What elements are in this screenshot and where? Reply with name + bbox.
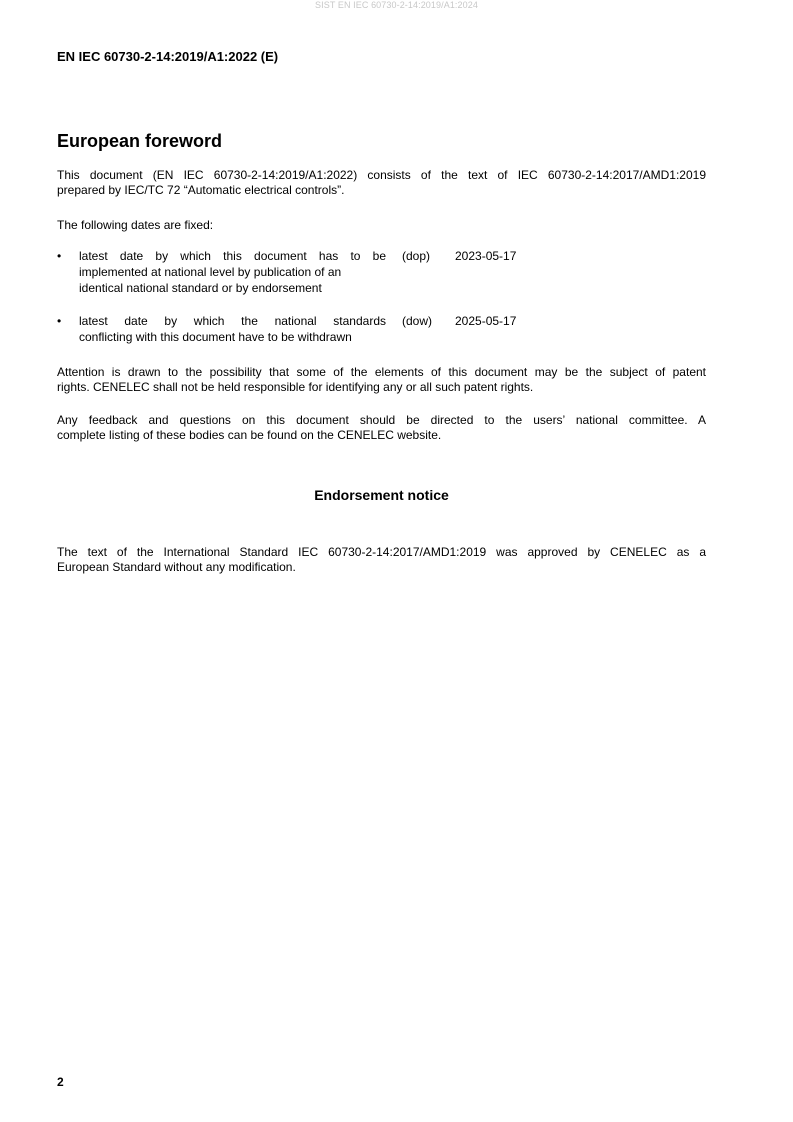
date-item-abbreviation: (dop) bbox=[402, 249, 431, 263]
patent-line-2: rights. CENELEC shall not be held responsible for identifying any or all such patent rights. bbox=[57, 379, 534, 394]
date-item-date: 2025-05-17 bbox=[455, 314, 517, 328]
date-item-dop bbox=[57, 248, 577, 298]
date-item-line: identical national standard or by endorsement bbox=[79, 281, 322, 295]
date-item-description bbox=[79, 248, 386, 296]
page-number: 2 bbox=[57, 1075, 64, 1089]
patent-line-1: Attention is drawn to the possibility that some of the elements of this document may be the subject of patent bbox=[57, 365, 706, 379]
dates-intro-line: The following dates are fixed: bbox=[57, 218, 214, 232]
document-id: EN IEC 60730-2-14:2019/A1:2022 (E) bbox=[57, 49, 279, 64]
bullet-marker: • bbox=[57, 314, 62, 328]
watermark: SIST EN IEC 60730-2-14:2019/A1:2024 bbox=[315, 0, 478, 10]
feedback-paragraph bbox=[57, 413, 706, 442]
feedback-line-1: Any feedback and questions on this document should be directed to the users’ national committee. A bbox=[57, 413, 706, 427]
foreword-heading: European foreword bbox=[57, 131, 223, 151]
date-item-dow bbox=[57, 313, 577, 347]
date-item-line: latest date by which the national standards bbox=[79, 314, 386, 328]
endorsement-heading: Endorsement notice bbox=[314, 487, 449, 503]
foreword-intro bbox=[57, 168, 706, 197]
date-item-line: implemented at national level by publication of an bbox=[79, 265, 342, 279]
bullet-marker: • bbox=[57, 249, 62, 263]
foreword-intro-line-2: prepared by IEC/TC 72 “Automatic electrical controls”. bbox=[57, 182, 345, 197]
feedback-line-2: complete listing of these bodies can be found on the CENELEC website. bbox=[57, 427, 442, 442]
date-item-abbreviation: (dow) bbox=[402, 314, 433, 328]
date-item-line: conflicting with this document have to be withdrawn bbox=[79, 330, 352, 344]
endorsement-line-2: European Standard without any modification. bbox=[57, 559, 296, 574]
foreword-intro-line-1: This document (EN IEC 60730-2-14:2019/A1:2022) consists of the text of IEC 60730-2-14:2017/AMD1:2019 bbox=[57, 168, 706, 182]
date-item-line: latest date by which this document has to be bbox=[79, 249, 386, 263]
dates-intro bbox=[57, 218, 706, 233]
date-item-description bbox=[79, 313, 386, 345]
patent-paragraph bbox=[57, 365, 706, 394]
endorsement-line-1: The text of the International Standard IEC 60730-2-14:2017/AMD1:2019 was approved by CENELEC as a bbox=[57, 545, 706, 559]
date-item-date: 2023-05-17 bbox=[455, 249, 517, 263]
endorsement-paragraph bbox=[57, 545, 706, 574]
